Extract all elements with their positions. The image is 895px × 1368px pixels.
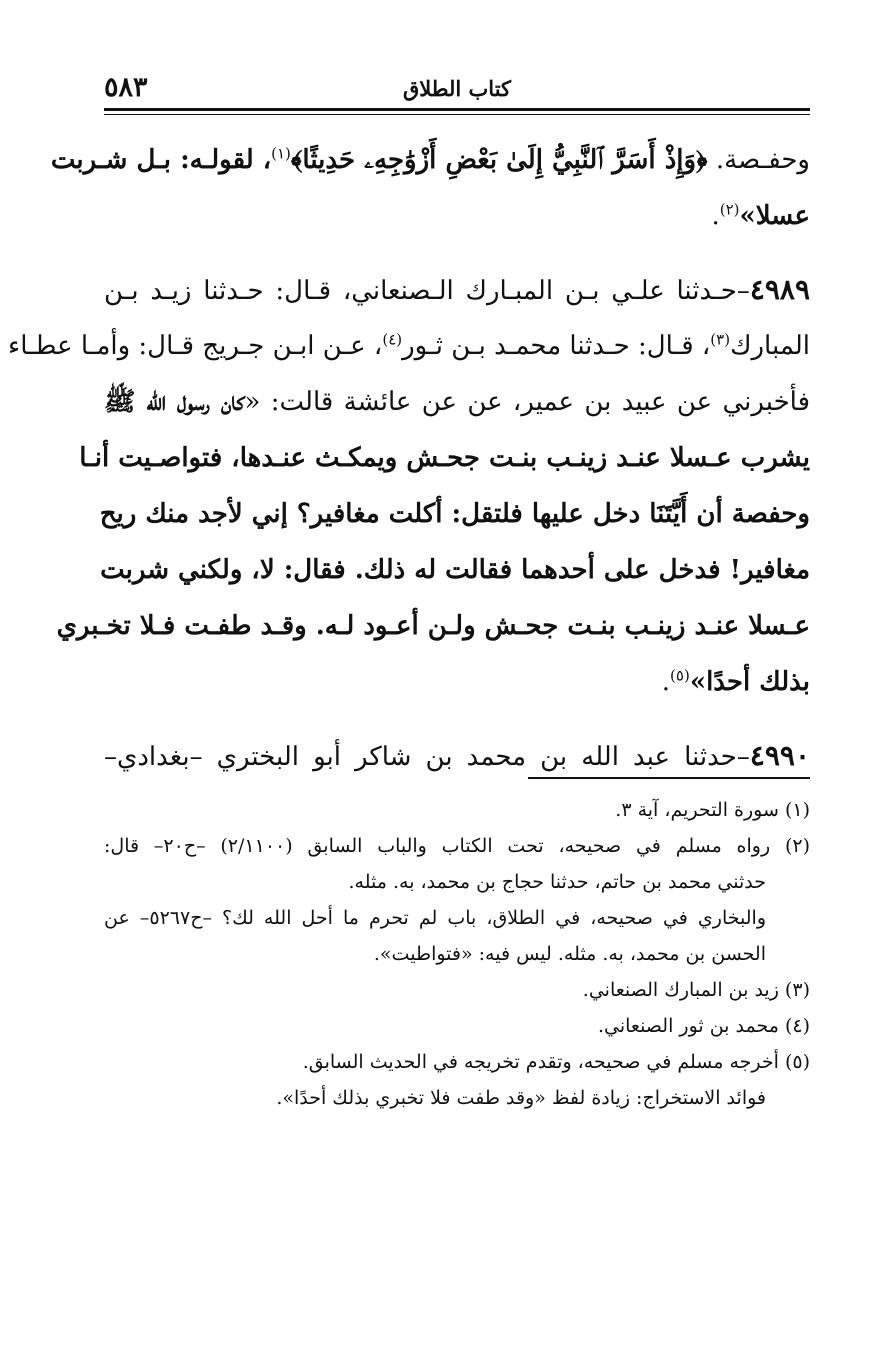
- hadith-number: ٤٩٨٩: [749, 273, 810, 306]
- text-line: وحفصة أن أَيَّتَنَا دخل عليها فلتقل: أكلت مغافير؟ إني لأجد منك ريح: [99, 499, 810, 529]
- footnote-ref: (٢): [719, 200, 740, 219]
- page-number: ٥٨٣: [104, 72, 148, 103]
- footnote: حدثني محمد بن حاتم، حدثنا حجاج بن محمد، به. مثله.: [348, 871, 766, 893]
- footnote: الحسن بن محمد، به. مثله. ليس فيه: «فتواطيت».: [373, 943, 766, 965]
- footnote-separator: [528, 777, 810, 779]
- footnote-ref: (٤): [382, 330, 403, 349]
- footnote: (٤) محمد بن ثور الصنعاني.: [597, 1015, 810, 1037]
- footnote-ref: (١): [271, 144, 291, 163]
- text-line: عسلا»$^{(٢)}$.: [711, 200, 810, 231]
- footnote-ref: (٥): [670, 666, 690, 685]
- quran-verse: ﴿وَإِذْ أَسَرَّ ٱلنَّبِيُّ إِلَىٰ بَعْضِ أَزْوَٰجِهِۦ حَدِيثًا﴾: [290, 145, 708, 175]
- running-header: [104, 70, 810, 108]
- hadith-line: ٤٩٩٠–حدثنا عبد الله بن محمد بن شاكر أبو البختري –بغدادي–: [104, 739, 810, 772]
- text-line: بذلك أحدًا»$^{(٥)}$.: [661, 666, 810, 697]
- text-line: يشرب عـسلا عنـد زينـب بنـت جحـش ويمكـث عنـدها، فتواصـيت أنـا: [79, 443, 810, 473]
- page: [8, 70, 810, 1109]
- footnotes: [104, 792, 810, 1116]
- hadith-line: ٤٩٨٩–حـدثنا علـي بـن المبـارك الـصنعاني، قـال: حـدثنا زيـد بـن: [104, 273, 810, 306]
- text-line: مغافير! فدخل على أحدهما فقالت له ذلك. فقال: لا، ولكني شربت: [100, 555, 810, 585]
- footnote: (٣) زيد بن المبارك الصنعاني.: [582, 979, 810, 1001]
- footnote: (٢) رواه مسلم في صحيحه، تحت الكتاب والباب السابق (٢/١١٠٠) –ح٢٠– قال:: [104, 835, 810, 857]
- hadith-number: ٤٩٩٠: [749, 739, 810, 772]
- footnote-ref: (٣): [710, 330, 731, 349]
- header-rule-thin: [104, 114, 810, 115]
- text-line: عـسلا عنـد زينـب بنـت جحـش ولـن أعـود لـه. وقـد طفـت فـلا تخـبري: [56, 611, 810, 641]
- footnote: فوائد الاستخراج: زيادة لفظ «وقد طفت فلا تخبري بذلك أحدًا».: [276, 1087, 766, 1109]
- text-line: المبارك$^{(٣)}$، قـال: حـدثنا محمـد بـن ثـور$^{(٤)}$، عـن ابـن جـريج قـال: وأمـا عطـاء: [8, 330, 810, 361]
- footnote: والبخاري في صحيحه، في الطلاق، باب لم تحرم ما أحل الله لك؟ –ح٥٢٦٧– عن: [104, 907, 767, 929]
- footnote: (١) سورة التحريم، آية ٣.: [615, 799, 810, 821]
- text-line: فأخبرني عن عبيد بن عمير، عن عن عائشة قالت: «كان رسول الله ﷺ: [104, 387, 810, 417]
- text-line: وحفـصة. ﴿وَإِذْ أَسَرَّ ٱلنَّبِيُّ إِلَىٰ بَعْضِ أَزْوَٰجِهِۦ حَدِيثًا﴾$^{(١)}$، لقولـه: بـل شـربت: [50, 144, 810, 175]
- chapter-title: كتاب الطلاق: [402, 76, 512, 101]
- footnote: (٥) أخرجه مسلم في صحيحه، وتقدم تخريجه في الحديث السابق.: [302, 1051, 810, 1073]
- header-rule-thick: [104, 108, 810, 111]
- main-text: [8, 132, 810, 784]
